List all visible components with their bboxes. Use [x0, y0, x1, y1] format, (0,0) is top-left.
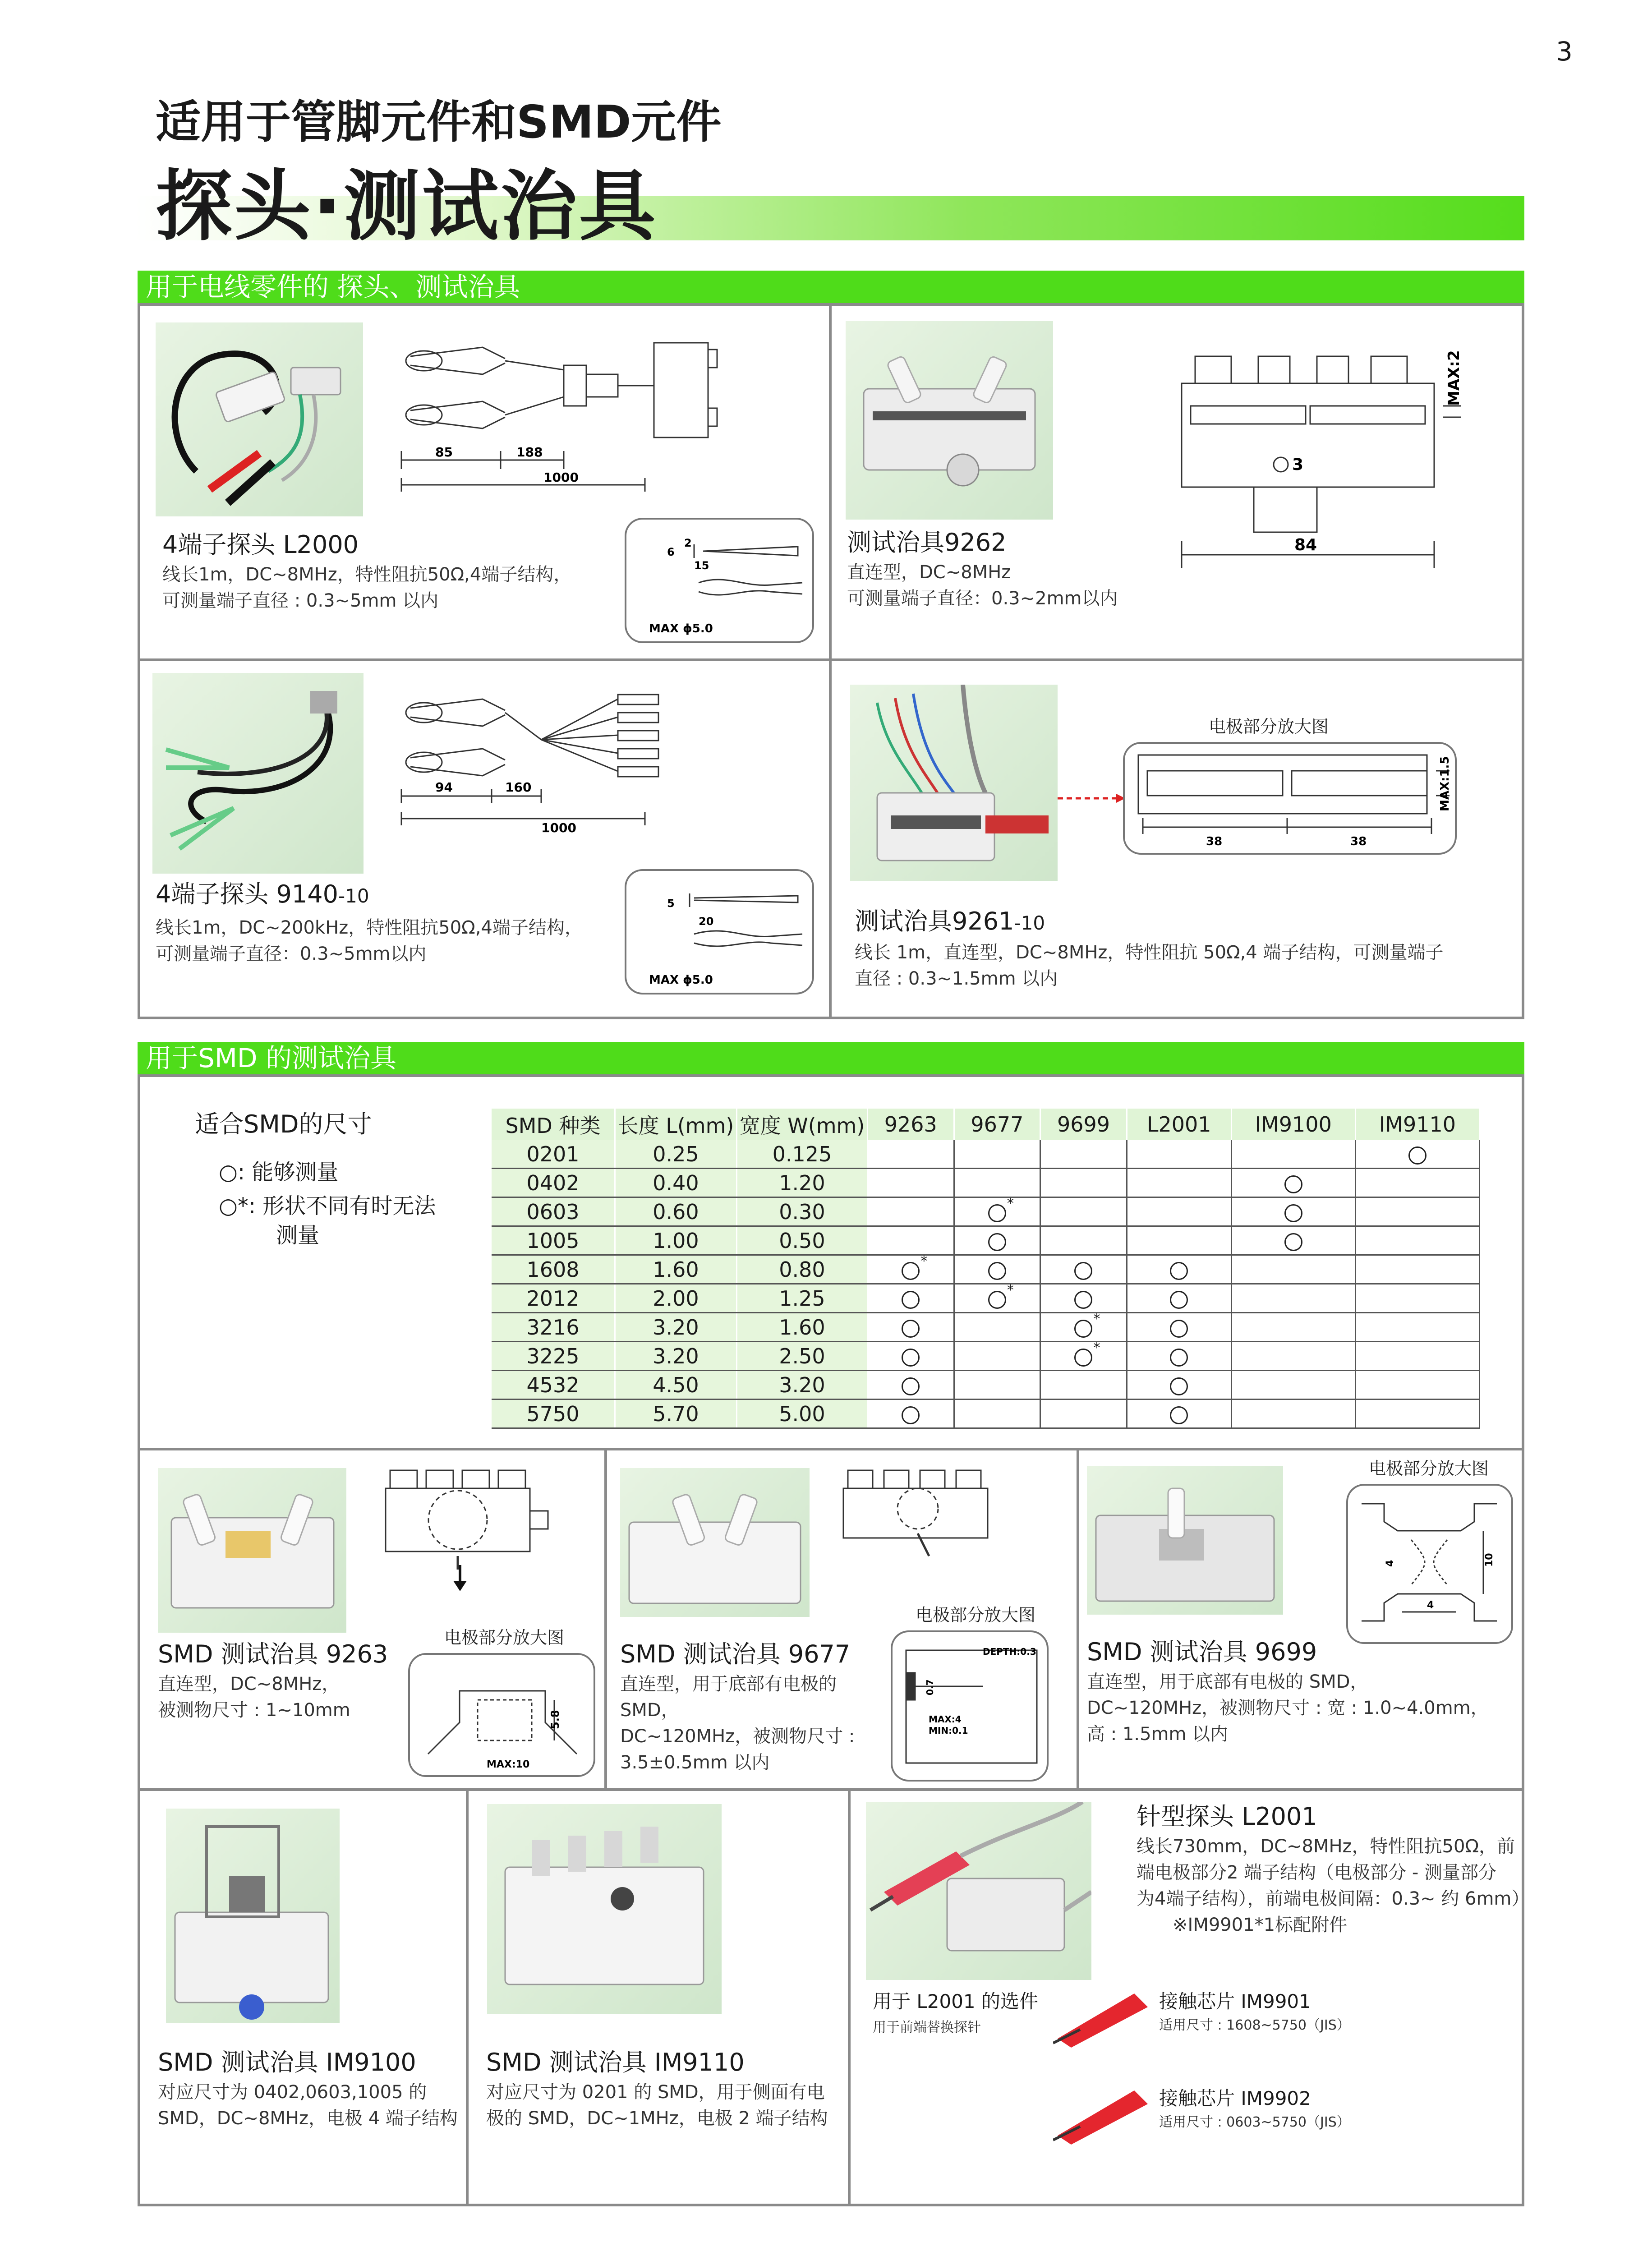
cell-mark [1040, 1371, 1127, 1400]
cell-mark [1231, 1400, 1355, 1428]
svg-text:1000: 1000 [543, 470, 579, 485]
cell-width: 1.25 [737, 1284, 868, 1313]
cell-smd-type: 0201 [492, 1140, 615, 1169]
cell-mark [1355, 1169, 1479, 1197]
cell-mark [868, 1371, 954, 1400]
header-9263: 9263 [868, 1109, 954, 1140]
cell-mark [954, 1255, 1040, 1284]
svg-text:5: 5 [667, 897, 675, 910]
smd-im9100-name: SMD 测试治具 IM9100 [158, 2048, 416, 2076]
asterisk-icon: * [1093, 1340, 1100, 1356]
cell-width: 5.00 [737, 1400, 868, 1428]
cell-length: 0.40 [615, 1169, 737, 1197]
cell-mark [1040, 1197, 1127, 1226]
fixture-9262-icon [846, 321, 1053, 520]
circle-icon [1408, 1146, 1427, 1165]
smd-im9110-photo [487, 1804, 722, 2014]
cell-smd-type: 5750 [492, 1400, 615, 1428]
svg-text:20: 20 [699, 915, 714, 928]
cell-mark [868, 1255, 954, 1284]
probe-l2001-name: 针型探头 L2001 [1137, 1802, 1317, 1831]
fixture-9261-name: 测试治具9261-10 [855, 907, 1045, 935]
header-9699: 9699 [1040, 1109, 1127, 1140]
cell-mark [954, 1313, 1040, 1342]
header-length: 长度 L(mm) [615, 1109, 737, 1140]
cell-length: 0.60 [615, 1197, 737, 1226]
smd-9263-desc2: 被测物尺寸 : 1~10mm [158, 1700, 350, 1721]
cell-mark [868, 1284, 954, 1313]
probe-l2001-desc1: 线长730mm，DC~8MHz，特性阻抗50Ω，前 [1137, 1836, 1515, 1857]
smd-table-body [492, 1140, 1480, 1428]
cell-mark [1040, 1342, 1127, 1371]
cell-width: 2.50 [737, 1342, 868, 1371]
table-row [492, 1169, 1480, 1197]
smd-im9110-name: SMD 测试治具 IM9110 [486, 2048, 745, 2076]
legend-maybe-line2: 测量 [276, 1223, 320, 1248]
smd-9263-enlarge-label: 电极部分放大图 [444, 1628, 565, 1648]
circle-star-icon [1074, 1340, 1100, 1367]
fixture-9261-detail-box [1123, 742, 1457, 855]
smd-9699-name: SMD 测试治具 9699 [1087, 1638, 1317, 1666]
cell-mark [868, 1313, 954, 1342]
contact-chip-im9901-image [1053, 1980, 1150, 2048]
svg-text:6: 6 [667, 546, 675, 558]
cell-mark [1040, 1140, 1127, 1169]
circle-star-icon [1074, 1311, 1100, 1338]
smd-9263-desc1: 直连型，DC~8MHz， [158, 1674, 340, 1694]
circle-icon [1170, 1262, 1188, 1280]
fixture-9261-desc2: 直径 : 0.3~1.5mm 以内 [855, 968, 1058, 989]
cell-width: 0.80 [737, 1255, 868, 1284]
cell-width: 0.30 [737, 1197, 868, 1226]
table-row [492, 1255, 1480, 1284]
circle-icon [1284, 1175, 1302, 1193]
contact-chip-im9902-image [1053, 2077, 1150, 2145]
cell-mark [1040, 1226, 1127, 1255]
smd-9677-desc3: DC~120MHz，被测物尺寸 : [620, 1726, 855, 1747]
cell-mark [1231, 1226, 1355, 1255]
table-header-row [492, 1109, 1480, 1140]
asterisk-icon: * [1093, 1311, 1100, 1327]
section1-header: 用于电线零件的 探头、测试治具 [138, 271, 1524, 303]
cell-length: 1.60 [615, 1255, 737, 1284]
table-row [492, 1284, 1480, 1313]
smd-compatibility-table [492, 1109, 1480, 1429]
contact-chip-icon [1053, 1980, 1150, 2048]
asterisk-icon: * [1007, 1196, 1014, 1211]
circle-icon [1284, 1204, 1302, 1222]
smd-9677-icon [620, 1468, 810, 1617]
cell-mark [954, 1226, 1040, 1255]
smd-9263-drawing [381, 1466, 552, 1574]
smd-9677-enlarge-label: 电极部分放大图 [916, 1605, 1036, 1625]
fixture-9261-desc1: 线长 1m，直连型，DC~8MHz，特性阻抗 50Ω,4 端子结构，可测量端子 [855, 942, 1444, 963]
svg-text:5.8: 5.8 [549, 1710, 561, 1729]
header-width: 宽度 W(mm) [737, 1109, 868, 1140]
table-row [492, 1197, 1480, 1226]
svg-text:1000: 1000 [541, 820, 576, 834]
fixture-9262-desc1: 直连型，DC~8MHz [847, 562, 1011, 583]
circle-icon [1074, 1291, 1092, 1309]
cell-mark [954, 1197, 1040, 1226]
circle-icon [902, 1291, 920, 1309]
svg-text:MIN:0.1: MIN:0.1 [929, 1725, 968, 1736]
cell-mark [1127, 1169, 1231, 1197]
svg-text:4: 4 [1385, 1560, 1396, 1567]
cell-smd-type: 2012 [492, 1284, 615, 1313]
im9902-name: 接触芯片 IM9902 [1159, 2087, 1311, 2109]
circle-star-icon [902, 1253, 928, 1280]
smd-9699-desc1: 直连型，用于底部有电极的 SMD， [1087, 1671, 1368, 1692]
fixture-9261-enlarge-label: 电极部分放大图 [1209, 717, 1329, 737]
circle-icon [988, 1262, 1006, 1280]
probe-9140-tip-detail [626, 871, 812, 993]
section2-hdivider2 [138, 1788, 1524, 1791]
table-row [492, 1313, 1480, 1342]
im9901-name: 接触芯片 IM9901 [1159, 1990, 1311, 2012]
cell-width: 1.60 [737, 1313, 868, 1342]
probe-9140-drawing [392, 690, 740, 834]
cell-width: 3.20 [737, 1371, 868, 1400]
cell-mark [1127, 1400, 1231, 1428]
header-9677: 9677 [954, 1109, 1040, 1140]
svg-text:10: 10 [1484, 1553, 1495, 1567]
smd-9699-desc3: 高 : 1.5mm 以内 [1087, 1724, 1229, 1745]
probe-9140-detail-box [625, 869, 814, 994]
cell-mark [868, 1400, 954, 1428]
table-row [492, 1342, 1480, 1371]
probe-l2001-desc3: 为4端子结构），前端电极间隔：0.3~ 约 6mm） [1137, 1888, 1530, 1909]
cell-mark [1127, 1226, 1231, 1255]
circle-icon [988, 1233, 1006, 1251]
circle-icon [1170, 1349, 1188, 1367]
cell-mark [1355, 1284, 1479, 1313]
cell-smd-type: 0402 [492, 1169, 615, 1197]
cell-mark [954, 1400, 1040, 1428]
cell-mark [1040, 1255, 1127, 1284]
cell-mark [1040, 1400, 1127, 1428]
cell-mark [954, 1342, 1040, 1371]
probe-9140-name: 4端子探头 9140-10 [156, 880, 369, 908]
svg-text:MAX:2: MAX:2 [1445, 350, 1463, 406]
smd-9699-desc2: DC~120MHz，被测物尺寸 : 宽 : 1.0~4.0mm， [1087, 1698, 1489, 1718]
fixture-9261-icon [850, 685, 1058, 881]
smd-9677-detail-box [891, 1630, 1049, 1782]
l2000-desc1: 线长1m，DC~8MHz，特性阻抗50Ω,4端子结构， [162, 564, 572, 585]
circle-icon [902, 1349, 920, 1367]
cell-mark [1355, 1342, 1479, 1371]
l2001-option-title: 用于 L2001 的选件 [873, 1990, 1038, 2012]
page-number: 3 [1556, 36, 1573, 67]
table-row [492, 1140, 1480, 1169]
section2-vdivider3 [466, 1788, 469, 2205]
smd-im9110-icon [487, 1804, 722, 2014]
circle-icon [1284, 1233, 1302, 1251]
header-im9110: IM9110 [1355, 1109, 1479, 1140]
asterisk-icon: * [920, 1253, 928, 1269]
cell-mark [1355, 1313, 1479, 1342]
table-row [492, 1400, 1480, 1428]
cell-mark [1231, 1371, 1355, 1400]
svg-text:85: 85 [435, 445, 453, 460]
svg-text:3: 3 [1292, 456, 1304, 474]
probe-9140-desc2: 可测量端子直径：0.3~5mm以内 [156, 944, 427, 964]
l2000-dimension-drawing [392, 325, 740, 496]
svg-text:DEPTH:0.3: DEPTH:0.3 [983, 1646, 1036, 1657]
circle-icon [902, 1320, 920, 1338]
cell-smd-type: 0603 [492, 1197, 615, 1226]
smd-9677-electrode-detail [893, 1632, 1047, 1780]
circle-icon [1074, 1262, 1092, 1280]
cell-smd-type: 3225 [492, 1342, 615, 1371]
probe-l2001-desc4: ※IM9901*1标配附件 [1173, 1915, 1348, 1935]
table-row [492, 1371, 1480, 1400]
cell-mark [868, 1226, 954, 1255]
cell-smd-type: 4532 [492, 1371, 615, 1400]
svg-text:4: 4 [1427, 1600, 1434, 1611]
section2-vdivider1 [604, 1448, 607, 1791]
smd-9699-photo [1087, 1466, 1283, 1615]
probe-l2001-photo [866, 1802, 1091, 1980]
svg-text:MAX:4: MAX:4 [929, 1714, 962, 1725]
smd-fit-title: 适合SMD的尺寸 [195, 1110, 372, 1138]
cell-width: 1.20 [737, 1169, 868, 1197]
cell-mark [954, 1140, 1040, 1169]
cell-mark [1231, 1255, 1355, 1284]
section2-header: 用于SMD 的测试治具 [138, 1042, 1524, 1074]
svg-text:MAX:10: MAX:10 [487, 1759, 530, 1770]
smd-9699-icon [1087, 1466, 1283, 1615]
cell-width: 0.125 [737, 1140, 868, 1169]
probe-l2001-icon [866, 1802, 1091, 1980]
circle-icon [902, 1377, 920, 1395]
cell-mark [868, 1342, 954, 1371]
cell-length: 2.00 [615, 1284, 737, 1313]
cell-length: 3.20 [615, 1313, 737, 1342]
svg-text:38: 38 [1206, 835, 1223, 848]
section2-vdivider2 [1077, 1448, 1079, 1791]
section1-hdivider [138, 658, 1524, 661]
cell-length: 5.70 [615, 1400, 737, 1428]
smd-im9110-desc1: 对应尺寸为 0201 的 SMD，用于侧面有电 [486, 2082, 825, 2103]
cell-mark [1355, 1400, 1479, 1428]
circle-icon [902, 1406, 920, 1424]
smd-im9100-desc1: 对应尺寸为 0402,0603,1005 的 [158, 2082, 427, 2103]
probe-9140-photo [152, 673, 364, 874]
circle-star-icon [988, 1196, 1014, 1222]
svg-text:15: 15 [694, 559, 709, 572]
cell-mark [1231, 1169, 1355, 1197]
page-title: 探头·测试治具 [156, 162, 658, 251]
cell-length: 4.50 [615, 1371, 737, 1400]
cell-mark [1231, 1342, 1355, 1371]
section1-vdivider [829, 303, 832, 1019]
l2001-option-subtitle: 用于前端替换探针 [873, 2020, 981, 2035]
cell-mark [1355, 1371, 1479, 1400]
probe-9140-icon [152, 673, 364, 874]
cell-length: 0.25 [615, 1140, 737, 1169]
fixture-9261-photo [850, 685, 1058, 881]
enlarge-arrow-icon [1058, 794, 1125, 803]
smd-9263-icon [158, 1468, 346, 1633]
cell-mark [1040, 1284, 1127, 1313]
circle-icon [1170, 1291, 1188, 1309]
fixture-9261-electrode-detail [1125, 744, 1455, 853]
smd-9677-drawing [839, 1466, 1001, 1574]
smd-9699-enlarge-label: 电极部分放大图 [1369, 1459, 1489, 1478]
cell-mark [1040, 1169, 1127, 1197]
l2000-detail-box [625, 518, 814, 643]
l2000-desc2: 可测量端子直径 : 0.3~5mm 以内 [162, 590, 439, 611]
cell-mark [1231, 1313, 1355, 1342]
cell-mark [1127, 1313, 1231, 1342]
cell-mark [868, 1169, 954, 1197]
cell-length: 1.00 [615, 1226, 737, 1255]
cell-smd-type: 1608 [492, 1255, 615, 1284]
svg-text:0.7: 0.7 [925, 1679, 935, 1695]
cell-mark [1127, 1255, 1231, 1284]
cell-mark [868, 1140, 954, 1169]
circle-icon [1170, 1320, 1188, 1338]
cell-mark [1127, 1284, 1231, 1313]
fixture-9262-photo [846, 321, 1053, 520]
im9902-size: 适用尺寸 : 0603~5750（JIS） [1159, 2114, 1350, 2130]
circle-icon [1170, 1406, 1188, 1424]
smd-9677-name: SMD 测试治具 9677 [620, 1640, 851, 1668]
section2-vdivider4 [848, 1788, 851, 2205]
smd-9677-photo [620, 1468, 810, 1617]
cell-mark [1127, 1197, 1231, 1226]
smd-9677-desc1: 直连型，用于底部有电极的 [620, 1674, 837, 1694]
smd-9263-electrode-detail [410, 1655, 594, 1775]
smd-9677-desc4: 3.5±0.5mm 以内 [620, 1752, 770, 1773]
probe-cable-icon [156, 322, 363, 516]
cell-mark [1231, 1140, 1355, 1169]
probe-l2001-desc2: 端电极部分2 端子结构（电极部分 - 测量部分 [1137, 1862, 1497, 1883]
cell-smd-type: 1005 [492, 1226, 615, 1255]
svg-text:MAX:1.5: MAX:1.5 [1438, 756, 1452, 811]
cell-mark [1231, 1284, 1355, 1313]
circle-icon [1170, 1377, 1188, 1395]
header-im9100: IM9100 [1231, 1109, 1355, 1140]
cell-mark [1355, 1197, 1479, 1226]
header-smd-type: SMD 种类 [492, 1109, 615, 1140]
probe-9140-desc1: 线长1m，DC~200kHz，特性阻抗50Ω,4端子结构， [156, 917, 583, 938]
svg-text:38: 38 [1350, 835, 1367, 848]
svg-text:2: 2 [684, 537, 692, 549]
legend-measurable: ○: 能够测量 [219, 1160, 339, 1185]
section2-hdivider1 [138, 1448, 1524, 1450]
cell-length: 3.20 [615, 1342, 737, 1371]
im9901-size: 适用尺寸 : 1608~5750（JIS） [1159, 2017, 1350, 2033]
smd-9699-detail-box [1346, 1484, 1513, 1644]
smd-9263-detail-box [408, 1653, 595, 1777]
page-subtitle: 适用于管脚元件和SMD元件 [156, 96, 722, 148]
cell-mark [868, 1197, 954, 1226]
fixture-9262-desc2: 可测量端子直径：0.3~2mm以内 [847, 588, 1118, 609]
cell-mark [954, 1169, 1040, 1197]
fixture-9262-drawing [1173, 343, 1479, 577]
svg-text:94: 94 [435, 780, 453, 795]
down-arrow-icon [451, 1565, 469, 1592]
fixture-9262-name: 测试治具9262 [847, 528, 1007, 557]
smd-im9110-desc2: 极的 SMD，DC~1MHz，电极 2 端子结构 [486, 2108, 828, 2129]
smd-9677-desc2: SMD， [620, 1700, 679, 1721]
svg-text:160: 160 [505, 780, 532, 795]
legend-maybe-line1: ○*: 形状不同有时无法 [219, 1193, 436, 1219]
svg-text:MAX ϕ5.0: MAX ϕ5.0 [649, 622, 713, 635]
l2000-photo [156, 322, 363, 516]
cell-mark [1355, 1140, 1479, 1169]
cell-mark [954, 1284, 1040, 1313]
circle-star-icon [988, 1282, 1014, 1309]
l2000-name: 4端子探头 L2000 [162, 530, 359, 559]
table-row [492, 1226, 1480, 1255]
cell-mark [1231, 1197, 1355, 1226]
svg-text:188: 188 [516, 445, 543, 460]
cell-mark [1040, 1313, 1127, 1342]
cell-mark [954, 1371, 1040, 1400]
svg-text:MAX ϕ5.0: MAX ϕ5.0 [649, 973, 713, 987]
smd-9699-electrode-detail [1348, 1486, 1511, 1642]
smd-im9100-photo [166, 1809, 340, 2023]
asterisk-icon: * [1007, 1282, 1014, 1298]
smd-9263-photo [158, 1468, 346, 1633]
contact-chip-icon [1053, 2077, 1150, 2145]
cell-smd-type: 3216 [492, 1313, 615, 1342]
smd-im9100-desc2: SMD，DC~8MHz，电极 4 端子结构 [158, 2108, 458, 2129]
cell-mark [1127, 1371, 1231, 1400]
cell-mark [1355, 1226, 1479, 1255]
smd-9263-name: SMD 测试治具 9263 [158, 1640, 388, 1668]
cell-mark [1127, 1342, 1231, 1371]
cell-width: 0.50 [737, 1226, 868, 1255]
l2000-tip-detail [626, 520, 812, 641]
header-l2001: L2001 [1127, 1109, 1231, 1140]
cell-mark [1355, 1255, 1479, 1284]
smd-im9100-icon [166, 1809, 340, 2023]
svg-text:84: 84 [1294, 536, 1317, 554]
cell-mark [1127, 1140, 1231, 1169]
